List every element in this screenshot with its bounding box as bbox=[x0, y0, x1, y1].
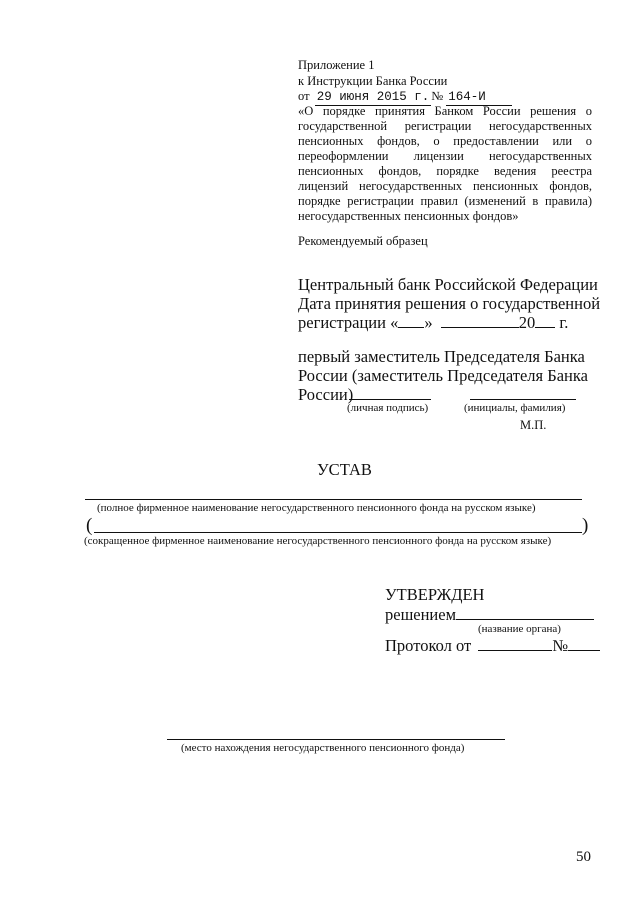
from-label: от bbox=[298, 89, 310, 103]
bank-name: Центральный банк Российской Федерации bbox=[298, 275, 598, 294]
initials-caption: (инициалы, фамилия) bbox=[464, 402, 566, 414]
title-line: «О порядке принятия Банком России решения о bbox=[298, 104, 592, 118]
instruction-number: 164-И bbox=[446, 90, 512, 106]
short-name-line bbox=[94, 532, 582, 533]
location-caption: (место нахождения негосударственного пенсионного фонда) bbox=[181, 742, 465, 754]
registration-close-quote: » bbox=[424, 313, 433, 332]
stamp-label: М.П. bbox=[520, 418, 547, 432]
initials-line bbox=[470, 399, 576, 400]
registration-prefix: регистрации « bbox=[298, 313, 399, 332]
year-prefix: 20 bbox=[518, 313, 536, 332]
decision-label: решением bbox=[385, 605, 457, 624]
approved-label: УТВЕРЖДЕН bbox=[385, 585, 485, 604]
charter-title: УСТАВ bbox=[317, 460, 372, 479]
location-line bbox=[167, 739, 505, 740]
title-line: пенсионных фондов, о предоставлении или о bbox=[298, 134, 592, 148]
deputy-line-1: первый заместитель Председателя Банка bbox=[298, 347, 585, 366]
number-label: № bbox=[431, 89, 444, 103]
full-name-line bbox=[85, 499, 582, 500]
title-line: государственной регистрации негосударственных bbox=[298, 119, 592, 133]
full-name-caption: (полное фирменное наименование негосударственного пенсионного фонда на русском языке) bbox=[97, 502, 536, 514]
protocol-date-blank bbox=[478, 637, 552, 651]
body-name-caption: (название органа) bbox=[478, 623, 561, 635]
instruction-title bbox=[298, 104, 592, 224]
signature-line bbox=[349, 399, 431, 400]
registration-date-line bbox=[298, 312, 568, 333]
short-name-caption: (сокращенное фирменное наименование негосударственного пенсионного фонда на русском языке) bbox=[84, 535, 552, 547]
protocol-line bbox=[385, 635, 600, 656]
day-blank bbox=[398, 314, 424, 328]
decision-line bbox=[385, 604, 594, 625]
deputy-line-2: России (заместитель Председателя Банка bbox=[298, 366, 588, 385]
body-name-blank bbox=[456, 606, 594, 620]
instruction-date: 29 июня 2015 г. bbox=[316, 90, 430, 104]
page-number: 50 bbox=[576, 849, 591, 865]
title-line: переоформлении лицензии негосударственных bbox=[298, 149, 592, 163]
open-parenthesis: ( bbox=[86, 515, 93, 536]
deputy-line-3: России) bbox=[298, 385, 354, 404]
title-line: порядке регистрации правил (изменений в правила) bbox=[298, 194, 592, 208]
title-line: негосударственных пенсионных фондов» bbox=[298, 209, 519, 223]
month-blank bbox=[441, 314, 519, 328]
title-line: пенсионных фондов, порядке ведения реестра bbox=[298, 164, 592, 178]
year-suffix: г. bbox=[559, 313, 569, 332]
year-blank bbox=[535, 314, 555, 328]
instruction-label: к Инструкции Банка России bbox=[298, 74, 448, 88]
protocol-label: Протокол от bbox=[385, 636, 472, 655]
protocol-number-sign: № bbox=[552, 636, 569, 655]
appendix-label: Приложение 1 bbox=[298, 58, 375, 72]
title-line: лицензий негосударственных пенсионных фондов, bbox=[298, 179, 592, 193]
protocol-number-blank bbox=[568, 637, 600, 651]
close-parenthesis: ) bbox=[582, 515, 589, 536]
recommended-sample-label: Рекомендуемый образец bbox=[298, 234, 428, 248]
decision-date-label: Дата принятия решения о государственной bbox=[298, 294, 601, 313]
signature-caption: (личная подпись) bbox=[347, 402, 429, 414]
